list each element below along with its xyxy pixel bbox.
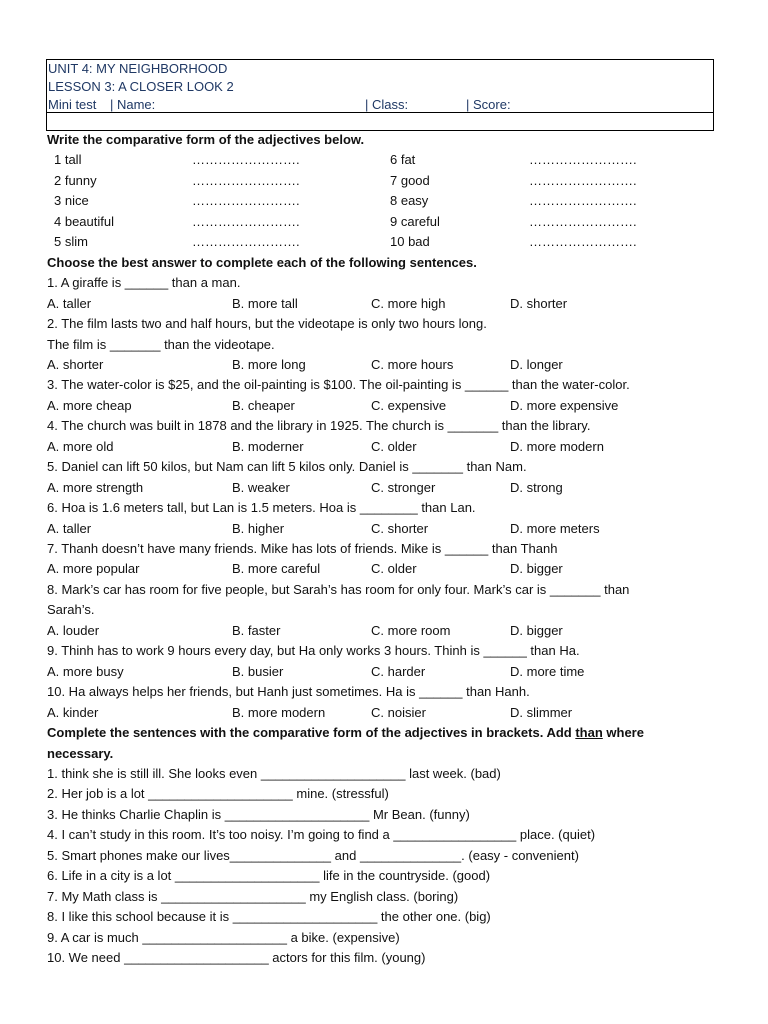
answer-option: A. more popular <box>47 561 140 577</box>
answer-option: B. busier <box>232 663 284 679</box>
answer-option: B. moderner <box>232 438 304 454</box>
answer-option: D. shorter <box>510 295 568 311</box>
fill-in-sentence: 1. think she is still ill. She looks even ____________________ last week. (bad) <box>47 765 501 781</box>
answer-option: A. more busy <box>47 663 124 679</box>
answer-option: C. more high <box>371 295 446 311</box>
fill-in-sentence: 4. I can’t study in this room. It’s too noisy. I’m going to find a _________________ place. (quiet) <box>47 827 596 843</box>
answer-option: C. older <box>371 438 417 454</box>
section3-title-part: where <box>602 725 644 741</box>
adjective-item: 3 nice <box>54 193 89 209</box>
answer-option: A. more old <box>47 438 114 454</box>
answer-option: B. more modern <box>232 704 326 720</box>
fill-in-sentence: 3. He thinks Charlie Chaplin is ____________________ Mr Bean. (funny) <box>47 806 470 822</box>
name-field-label: | Name: <box>110 97 156 112</box>
fill-in-sentence: 9. A car is much ____________________ a bike. (expensive) <box>47 929 400 945</box>
answer-option: C. more hours <box>371 356 454 372</box>
question-text: 1. A giraffe is ______ than a man. <box>47 275 241 291</box>
mini-test-label: Mini test <box>48 97 97 112</box>
answer-option: B. higher <box>232 520 285 536</box>
answer-option: C. more room <box>371 622 451 638</box>
question-text: 4. The church was built in 1878 and the library in 1925. The church is _______ than the library. <box>47 418 591 434</box>
answer-option: D. more meters <box>510 520 600 536</box>
answer-blank: ……………………. <box>192 152 300 168</box>
answer-option: B. more long <box>232 356 306 372</box>
question-text: Sarah’s. <box>47 602 95 618</box>
question-text: 9. Thinh has to work 9 hours every day, but Ha only works 3 hours. Thinh is ______ than Ha. <box>47 643 580 659</box>
question-text: 6. Hoa is 1.6 meters tall, but Lan is 1.5 meters. Hoa is ________ than Lan. <box>47 500 476 516</box>
answer-option: D. slimmer <box>510 704 573 720</box>
answer-option: A. taller <box>47 520 92 536</box>
section3-title-cont: necessary. <box>47 745 114 761</box>
answer-option: B. faster <box>232 622 281 638</box>
answer-blank: ……………………. <box>192 172 300 188</box>
section2-title: Choose the best answer to complete each of the following sentences. <box>47 254 477 270</box>
answer-option: D. more expensive <box>510 397 619 413</box>
answer-option: B. cheaper <box>232 397 295 413</box>
question-text: The film is _______ than the videotape. <box>47 336 275 352</box>
adjective-item: 1 tall <box>54 152 82 168</box>
answer-option: B. more tall <box>232 295 298 311</box>
answer-blank: ……………………. <box>529 213 637 229</box>
than-keyword: than <box>575 725 603 741</box>
class-field-label: | Class: <box>365 97 409 112</box>
unit-title: UNIT 4: MY NEIGHBORHOOD <box>48 61 228 76</box>
answer-option: C. stronger <box>371 479 436 495</box>
question-text: 10. Ha always helps her friends, but Hanh just sometimes. Ha is ______ than Hanh. <box>47 684 530 700</box>
adjective-item: 6 fat <box>390 152 416 168</box>
answer-option: C. harder <box>371 663 426 679</box>
question-text: 7. Thanh doesn’t have many friends. Mike has lots of friends. Mike is ______ than Thanh <box>47 541 558 556</box>
question-text: 8. Mark’s car has room for five people, but Sarah’s has room for only four. Mark’s car is _______ than <box>47 581 630 597</box>
question-text: 5. Daniel can lift 50 kilos, but Nam can lift 5 kilos only. Daniel is _______ than Nam. <box>47 459 527 475</box>
header-info <box>47 60 713 113</box>
answer-option: A. more strength <box>47 479 144 495</box>
answer-blank: ……………………. <box>529 193 637 209</box>
question-text: 3. The water-color is $25, and the oil-painting is $100. The oil-painting is ______ than the water-color. <box>47 377 630 393</box>
answer-option: D. more time <box>510 663 585 679</box>
score-field-label: | Score: <box>466 97 511 112</box>
lesson-title: LESSON 3: A CLOSER LOOK 2 <box>48 79 234 94</box>
adjective-item: 10 bad <box>390 234 430 250</box>
answer-blank: ……………………. <box>529 234 637 250</box>
answer-option: D. bigger <box>510 561 563 577</box>
fill-in-sentence: 5. Smart phones make our lives______________ and ______________. (easy - convenient) <box>47 847 579 863</box>
question-text: 2. The film lasts two and half hours, but the videotape is only two hours long. <box>47 316 487 332</box>
section3-title-part: Complete the sentences with the comparative form of the adjectives in brackets. Add <box>47 725 576 741</box>
section3-title <box>47 725 644 740</box>
adjective-item: 7 good <box>390 172 430 188</box>
adjective-item: 8 easy <box>390 193 429 209</box>
answer-option: A. kinder <box>47 704 99 720</box>
answer-blank: ……………………. <box>192 213 300 229</box>
fill-in-sentence: 8. I like this school because it is ____________________ the other one. (big) <box>47 909 491 925</box>
adjective-item: 2 funny <box>54 172 97 188</box>
adjective-item: 5 slim <box>54 234 88 250</box>
fill-in-sentence: 7. My Math class is ____________________ my English class. (boring) <box>47 888 459 904</box>
answer-option: C. expensive <box>371 397 447 413</box>
answer-option: C. older <box>371 561 417 577</box>
answer-option: A. more cheap <box>47 397 132 413</box>
answer-option: D. longer <box>510 356 563 372</box>
fill-in-sentence: 6. Life in a city is a lot ____________________ life in the countryside. (good) <box>47 868 491 884</box>
answer-option: D. bigger <box>510 622 563 638</box>
answer-option: D. strong <box>510 479 563 495</box>
answer-blank: ……………………. <box>529 172 637 188</box>
answer-option: B. weaker <box>232 479 290 495</box>
answer-option: A. shorter <box>47 356 104 372</box>
fill-in-sentence: 2. Her job is a lot ____________________ mine. (stressful) <box>47 786 389 802</box>
adjective-item: 4 beautiful <box>54 213 114 229</box>
answer-option: C. noisier <box>371 704 426 720</box>
answer-option: C. shorter <box>371 520 429 536</box>
adjective-item: 9 careful <box>390 213 440 229</box>
answer-option: D. more modern <box>510 438 604 454</box>
answer-option: A. taller <box>47 295 92 311</box>
answer-blank: ……………………. <box>192 193 300 209</box>
answer-blank: ……………………. <box>529 152 637 168</box>
section1-title: Write the comparative form of the adjectives below. <box>47 132 365 147</box>
answer-option: A. louder <box>47 622 100 638</box>
header-box <box>46 59 714 131</box>
answer-blank: ……………………. <box>192 234 300 250</box>
answer-option: B. more careful <box>232 561 321 577</box>
fill-in-sentence: 10. We need ____________________ actors for this film. (young) <box>47 950 426 965</box>
